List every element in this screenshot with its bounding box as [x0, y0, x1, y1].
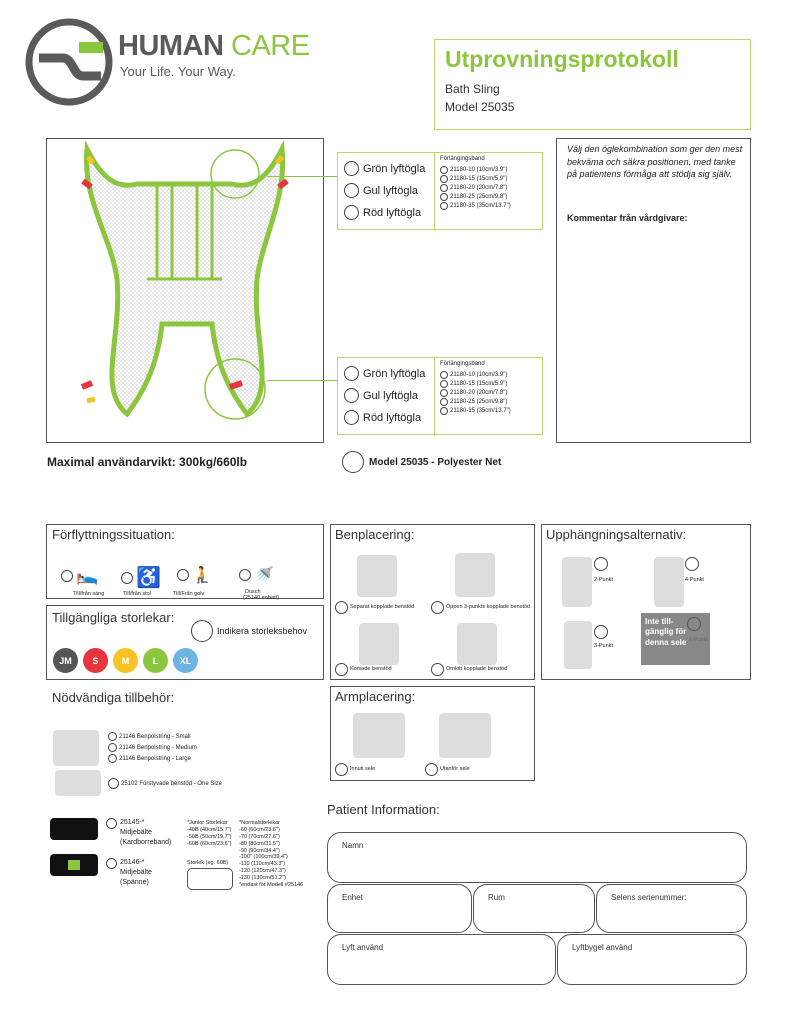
sizes-title: Tillgängliga storlekar: — [52, 610, 175, 625]
comment-box[interactable] — [556, 138, 751, 443]
comment-label: Kommentar från vårdgivare: — [567, 213, 688, 223]
radio-circle[interactable] — [440, 398, 448, 406]
normal-size: -90 (90cm/34.4") — [239, 847, 280, 854]
leg-label: Separat kopplade benstöd — [350, 604, 415, 611]
arm-image-outside — [439, 713, 491, 758]
extension-option[interactable] — [440, 371, 511, 379]
divider — [434, 153, 435, 231]
transfer-label-chair: Till/från stol — [123, 591, 151, 597]
name-label: Namn — [342, 841, 364, 850]
radio-circle[interactable] — [344, 388, 359, 403]
transfer-title: Förflyttningssituation: — [52, 527, 175, 542]
radio-circle[interactable] — [431, 663, 444, 676]
size-label: L — [152, 655, 159, 666]
leg-option-wrapped[interactable] — [431, 663, 507, 676]
extension-label: 21180-15 (15cm/5.9") — [450, 176, 508, 182]
belt-velcro-image — [50, 818, 98, 840]
belt-option-velcro[interactable] — [106, 818, 171, 847]
extension-list-bottom — [440, 371, 511, 416]
radio-circle[interactable] — [335, 763, 348, 776]
loop-label: Röd lyftögla — [363, 206, 422, 219]
suspension-image-4point — [654, 557, 684, 607]
floor-transfer-icon: 🧎 — [192, 567, 212, 584]
belt-buckle-name: Midjebälte — [120, 868, 152, 876]
radio-circle[interactable] — [342, 451, 364, 473]
size-option-jm[interactable] — [53, 648, 78, 673]
loop-selector-top — [337, 152, 543, 230]
extension-label: 21180-15 (15cm/5.9") — [450, 381, 508, 387]
loop-label: Grön lyftögla — [363, 367, 426, 380]
strap-option-large[interactable] — [108, 754, 197, 763]
leg-support-image — [55, 770, 101, 796]
radio-circle[interactable] — [191, 620, 213, 642]
junior-size: -50B (50cm/19.7") — [187, 833, 232, 840]
radio-circle[interactable] — [239, 569, 251, 581]
suspension-image-3point — [564, 621, 592, 669]
extension-option[interactable] — [440, 398, 511, 406]
normal-size: -130 (130cm/51.2") — [239, 875, 286, 881]
suspension-option-4point[interactable] — [685, 557, 699, 571]
brand-name-human: HUMAN — [118, 30, 224, 62]
radio-circle[interactable] — [440, 202, 448, 210]
belt-buckle-code: 25146-* — [120, 859, 145, 866]
bed-transfer-icon: 🛌 — [76, 565, 99, 585]
radio-circle[interactable] — [440, 407, 448, 415]
belt-velcro-code: 25145-* — [120, 819, 145, 826]
loop-option-red-bottom[interactable] — [344, 410, 421, 425]
divider — [434, 358, 435, 436]
transfer-label-floor: Till/Från golv — [173, 591, 205, 597]
radio-circle[interactable] — [344, 183, 359, 198]
loop-label: Gul lyftögla — [363, 389, 419, 402]
extension-label: 21180-10 (10cm/3.9") — [450, 372, 508, 378]
loop-option-red-top[interactable] — [344, 205, 421, 220]
normal-size: -120 (120cm/47.3") — [239, 868, 286, 875]
suspension-image-2point — [562, 557, 592, 607]
suspension-label-6point: 6-Punkt — [689, 637, 708, 643]
legs-section — [330, 524, 535, 680]
extension-option[interactable] — [440, 166, 511, 174]
transfer-label-bed: Till/från säng — [73, 591, 105, 597]
radio-circle[interactable] — [344, 366, 359, 381]
radio-circle[interactable] — [344, 161, 359, 176]
size-field-label: Storlek (eg. 60B) — [187, 860, 229, 866]
leg-padding-image — [53, 730, 99, 766]
size-label: M — [121, 655, 130, 666]
normal-size-note: *endast för Modell #25146 — [239, 881, 304, 888]
legs-title: Benplacering: — [335, 527, 415, 542]
radio-circle[interactable] — [425, 763, 438, 776]
brand-name — [118, 30, 310, 63]
radio-circle[interactable] — [685, 557, 699, 571]
extension-label: 21180-25 (25cm/9.8") — [450, 194, 508, 200]
leg-image-separate — [357, 555, 397, 597]
arms-section — [330, 686, 535, 781]
size-label: JM — [59, 655, 72, 666]
size-option-l[interactable] — [143, 648, 168, 673]
serial-label: Selens serienummer: — [611, 893, 687, 902]
extension-list-top — [440, 166, 511, 211]
suspension-section — [541, 524, 751, 680]
sling-diagram-box — [46, 138, 324, 443]
radio-circle[interactable] — [108, 732, 117, 741]
strap-list — [108, 732, 197, 763]
radio-circle — [687, 617, 701, 631]
brand-name-care: CARE — [231, 30, 310, 62]
wheelchair-icon: ♿ — [136, 567, 161, 589]
loop-option-green-top[interactable] — [344, 161, 425, 176]
model-option[interactable] — [342, 451, 501, 473]
size-option-xl[interactable] — [173, 648, 198, 673]
arm-option-outside[interactable] — [425, 763, 470, 776]
leg-option-open[interactable] — [431, 601, 531, 614]
belt-velcro-text — [120, 818, 171, 847]
leg-option-separate[interactable] — [335, 601, 414, 614]
extension-title: Förlängingsband — [440, 156, 485, 162]
radio-circle[interactable] — [177, 569, 189, 581]
product-name: Bath Sling — [445, 82, 500, 96]
strap-label: 21146 Benpolstring - Large — [119, 755, 191, 762]
extension-label: 21180-20 (20cm/7.8") — [450, 185, 508, 191]
radio-circle[interactable] — [335, 601, 348, 614]
belt-buckle-image — [50, 854, 98, 876]
radio-circle[interactable] — [440, 184, 448, 192]
normal-sizes — [239, 820, 303, 889]
patient-name-field[interactable] — [327, 832, 747, 883]
extension-label: 21180-35 (35cm/13.7") — [450, 408, 511, 414]
room-label: Rum — [488, 893, 505, 902]
belt-velcro-name: Midjebälte — [120, 828, 152, 836]
loop-label: Röd lyftögla — [363, 411, 422, 424]
size-label: XL — [179, 655, 192, 666]
radio-circle[interactable] — [440, 193, 448, 201]
extension-label: 21180-10 (10cm/3.9") — [450, 167, 508, 173]
extension-option[interactable] — [440, 389, 511, 397]
suspension-label-4point: 4-Punkt — [685, 577, 704, 583]
leg-image-wrapped — [457, 623, 497, 665]
belt-buckle-type: (Spänne) — [120, 878, 149, 886]
strap-label: 21146 Benpolstring - Small — [119, 733, 191, 740]
brand-tagline: Your Life. Your Way. — [120, 64, 236, 79]
spreader-label: Lyftbygel använd — [572, 943, 633, 952]
normal-size: -80 (80cm/31.5") — [239, 840, 280, 847]
radio-circle[interactable] — [440, 380, 448, 388]
normal-size: -100" (100cm/39.4") — [239, 854, 288, 861]
product-model: Model 25035 — [445, 100, 515, 114]
belt-buckle-text — [120, 858, 152, 887]
sling-serial-field[interactable] — [596, 884, 747, 933]
arm-option-inside[interactable] — [335, 763, 375, 776]
size-option-s[interactable] — [83, 648, 108, 673]
extension-option[interactable] — [440, 380, 511, 388]
loop-label: Grön lyftögla — [363, 162, 426, 175]
extension-option[interactable] — [440, 202, 511, 210]
normal-size: -110 (110cm/43.3") — [239, 861, 286, 868]
radio-circle[interactable] — [431, 601, 444, 614]
sizes-section — [46, 605, 324, 680]
extension-option[interactable] — [440, 184, 511, 192]
radio-circle[interactable] — [344, 205, 359, 220]
radio-circle[interactable] — [440, 389, 448, 397]
size-label: S — [92, 655, 99, 666]
radio-circle[interactable] — [344, 410, 359, 425]
suspension-label-2point: 2-Punkt — [594, 577, 613, 583]
radio-circle[interactable] — [594, 557, 608, 571]
belt-option-buckle[interactable] — [106, 858, 152, 887]
arm-label: Utanför sele — [440, 766, 470, 773]
transfer-option-chair[interactable] — [121, 565, 161, 590]
radio-circle[interactable] — [121, 572, 133, 584]
patient-title: Patient Information: — [327, 802, 440, 817]
connector-line-top — [267, 176, 337, 177]
arms-title: Armplacering: — [335, 689, 416, 704]
header-box — [434, 39, 751, 130]
junior-size: -60B (60cm/23.6") — [187, 840, 232, 847]
human-care-logo — [25, 18, 113, 106]
extension-option[interactable] — [440, 175, 511, 183]
radio-circle[interactable] — [108, 778, 119, 789]
extension-title: Förlängingsband — [440, 361, 485, 367]
junior-title: *Junior Storlekar — [187, 820, 228, 826]
unit-label: Enhet — [342, 893, 363, 902]
suspension-option-3point[interactable] — [594, 625, 608, 639]
max-weight: Maximal användarvikt: 300kg/660lb — [47, 455, 248, 469]
normal-title: *Normalstorlekar — [239, 820, 280, 826]
suspension-label-3point: 3-Punkt — [594, 643, 613, 649]
suspension-option-2point[interactable] — [594, 557, 608, 571]
leg-option-crossed[interactable] — [335, 663, 392, 676]
junior-sizes — [187, 820, 231, 848]
radio-circle[interactable] — [440, 166, 448, 174]
strap-label: 21146 Benpolstring - Medium — [119, 744, 197, 751]
comment-instruction: Välj den öglekombination som ger den mest bekväma och säkra positionen, med tanke på patientens förmåga att stödja sig själv. — [567, 144, 743, 180]
radio-circle[interactable] — [335, 663, 348, 676]
transfer-label-shower: Dusch — [245, 589, 261, 595]
lift-used-field[interactable] — [327, 934, 556, 985]
belt-velcro-type: (Kardborreband) — [120, 838, 172, 846]
loop-selector-bottom — [337, 357, 543, 435]
transfer-option-floor[interactable] — [177, 565, 212, 585]
radio-circle[interactable] — [106, 818, 117, 829]
patient-room-field[interactable] — [473, 884, 595, 933]
leg-image-open — [455, 553, 495, 597]
transfer-note: (25140 enbart) — [243, 595, 280, 601]
spreader-bar-field[interactable] — [557, 934, 747, 985]
loop-label: Gul lyftögla — [363, 184, 419, 197]
leg-support-label: 25102 Förstyvade benstöd - One Size — [121, 780, 223, 787]
buckle-icon — [68, 860, 80, 870]
radio-circle[interactable] — [440, 175, 448, 183]
radio-circle[interactable] — [61, 570, 73, 582]
radio-circle[interactable] — [106, 858, 117, 869]
extension-option[interactable] — [440, 407, 511, 415]
extension-option[interactable] — [440, 193, 511, 201]
normal-size: -70 (70cm/27.6") — [239, 833, 280, 840]
size-indicate-label: Indikera storleksbehov — [217, 626, 308, 636]
radio-circle[interactable] — [440, 371, 448, 379]
size-list — [53, 648, 198, 673]
patient-unit-field[interactable] — [327, 884, 472, 933]
transfer-section — [46, 524, 324, 599]
extension-label: 21180-35 (35cm/13.7") — [450, 203, 511, 209]
strap-option-small[interactable] — [108, 732, 197, 741]
suspension-title: Upphängningsalternativ: — [546, 527, 687, 542]
connector-line-bottom — [267, 380, 337, 381]
page-title: Utprovningsprotokoll — [445, 46, 679, 72]
size-indicate[interactable] — [191, 620, 307, 642]
suspension-option-6point-unavailable — [641, 613, 710, 665]
arm-label: Innuti sele — [350, 766, 376, 773]
accessories-title: Nödvändiga tillbehör: — [52, 690, 175, 705]
model-option-label: Model 25035 - Polyester Net — [369, 456, 502, 468]
loop-option-yellow-bottom[interactable] — [344, 388, 418, 403]
radio-circle[interactable] — [594, 625, 608, 639]
leg-support-option[interactable] — [108, 778, 222, 789]
leg-label: Omlott kopplade benstöd — [446, 666, 508, 673]
extension-label: 21180-25 (25cm/9.8") — [450, 399, 508, 405]
size-field[interactable] — [187, 868, 233, 890]
leg-label: Öppen 3-punkts kopplade benstöd — [446, 604, 531, 611]
sling-illustration — [47, 139, 323, 442]
unavailable-note: Inte till-gänglig för denna sele — [645, 617, 687, 647]
extension-label: 21180-20 (20cm/7.8") — [450, 390, 508, 396]
shower-icon: 🚿 — [254, 567, 274, 584]
junior-size: -40B (40cm/15.7") — [187, 826, 232, 833]
loop-option-yellow-top[interactable] — [344, 183, 418, 198]
normal-size: -60 (60cm/23.6") — [239, 826, 280, 833]
transfer-option-shower[interactable] — [239, 565, 274, 585]
lift-label: Lyft använd — [342, 943, 384, 952]
transfer-option-bed[interactable] — [61, 565, 98, 586]
radio-circle[interactable] — [108, 743, 117, 752]
size-option-m[interactable] — [113, 648, 138, 673]
arm-image-inside — [353, 713, 405, 758]
loop-option-green-bottom[interactable] — [344, 366, 425, 381]
leg-image-crossed — [359, 623, 399, 665]
radio-circle[interactable] — [108, 754, 117, 763]
leg-label: Korsade benstöd — [350, 666, 392, 673]
strap-option-medium[interactable] — [108, 743, 197, 752]
